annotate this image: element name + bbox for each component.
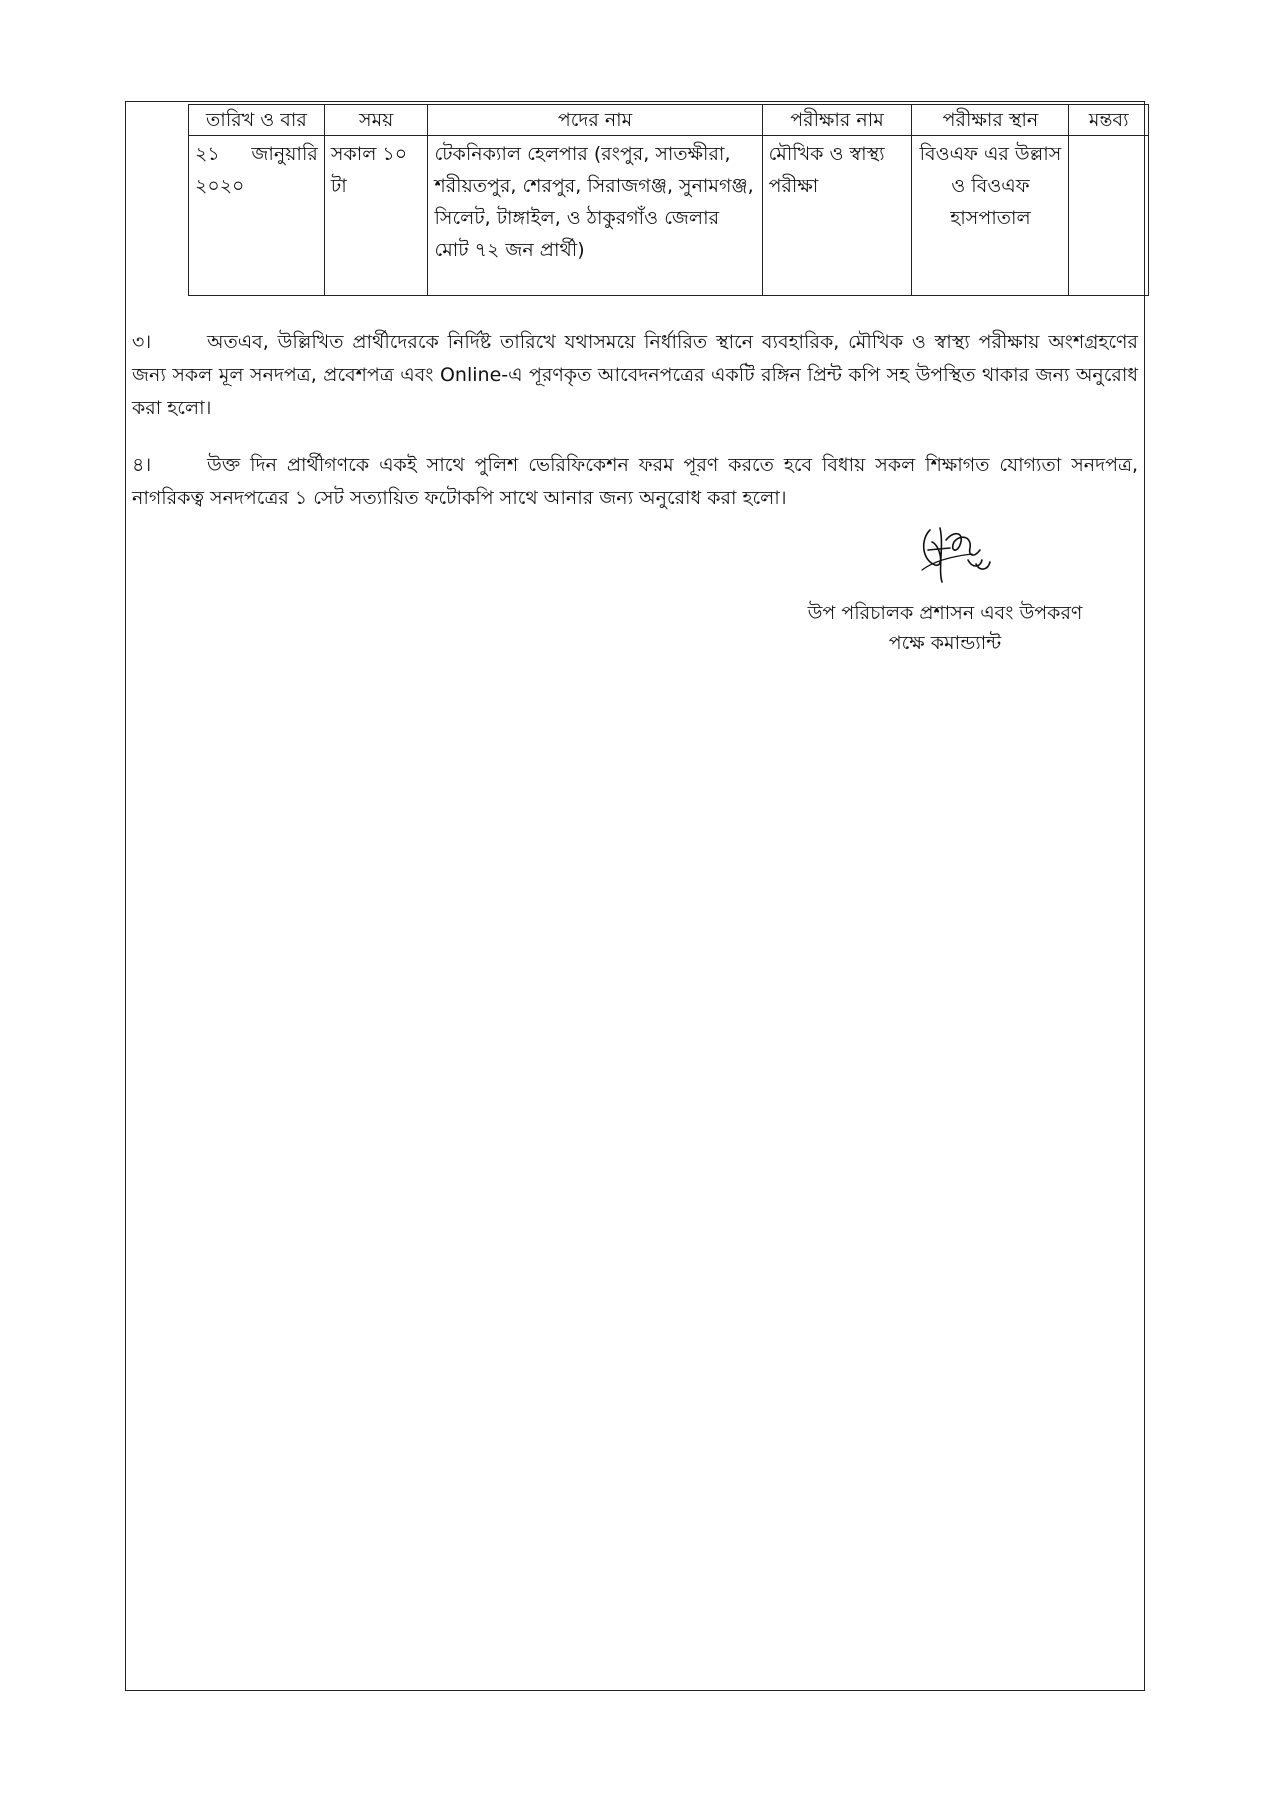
signature xyxy=(910,520,1000,590)
signatory-on-behalf: পক্ষে কমান্ড্যান্ট xyxy=(888,632,1002,654)
header-remark: মন্তব্য xyxy=(1069,105,1149,136)
table-header-row xyxy=(189,105,1149,136)
paragraph-3 xyxy=(132,326,1138,425)
paragraph-4 xyxy=(132,449,1138,515)
header-post: পদের নাম xyxy=(428,105,762,136)
paragraph-number: ৩। xyxy=(132,331,152,353)
paragraph-number: ৪। xyxy=(132,454,152,476)
header-time: সময় xyxy=(324,105,428,136)
header-exam: পরীক্ষার নাম xyxy=(762,105,912,136)
cell-exam: মৌখিক ও স্বাস্থ্য পরীক্ষা xyxy=(762,136,912,296)
table-row xyxy=(189,136,1149,296)
cell-remark xyxy=(1069,136,1149,296)
cell-date: ২১ জানুয়ারি ২০২০ xyxy=(189,136,325,296)
cell-post: টেকনিক্যাল হেলপার (রংপুর, সাতক্ষীরা, শরীয়তপুর, শেরপুর, সিরাজগঞ্জ, সুনামগঞ্জ, সিলেট, টাঙ্গাইল, ও ঠাকুরগাঁও জেলার মোট ৭২ জন প্রার্থী) xyxy=(428,136,762,296)
header-venue: পরীক্ষার স্থান xyxy=(912,105,1069,136)
header-date: তারিখ ও বার xyxy=(189,105,325,136)
exam-schedule-table xyxy=(188,104,1149,296)
paragraph-text: অতএব, উল্লিখিত প্রার্থীদেরকে নির্দিষ্ট তারিখে যথাসময়ে নির্ধারিত স্থানে ব্যবহারিক, মৌখিক ও স্বাস্থ্য পরীক্ষায় অংশগ্রহণের জন্য সকল মূল সনদপত্র, প্রবেশপত্র এবং Online-এ পূরণকৃত আবেদনপত্রের একটি রঙ্গিন প্রিন্ট কপি সহ উপস্থিত থাকার জন্য অনুরোধ করা হলো। xyxy=(132,331,1138,419)
signatory-designation: উপ পরিচালক প্রশাসন এবং উপকরণ xyxy=(807,602,1083,624)
cell-venue: বিওএফ এর উল্লাস ও বিওএফ হাসপাতাল xyxy=(912,136,1069,296)
cell-time: সকাল ১০ টা xyxy=(324,136,428,296)
paragraph-text: উক্ত দিন প্রার্থীগণকে একই সাথে পুলিশ ভেরিফিকেশন ফরম পূরণ করতে হবে বিধায় সকল শিক্ষাগত যোগ্যতা সনদপত্র, নাগরিকত্ব সনদপত্রের ১ সেট সত্যায়িত ফটোকপি সাথে আনার জন্য অনুরোধ করা হলো। xyxy=(132,454,1138,509)
